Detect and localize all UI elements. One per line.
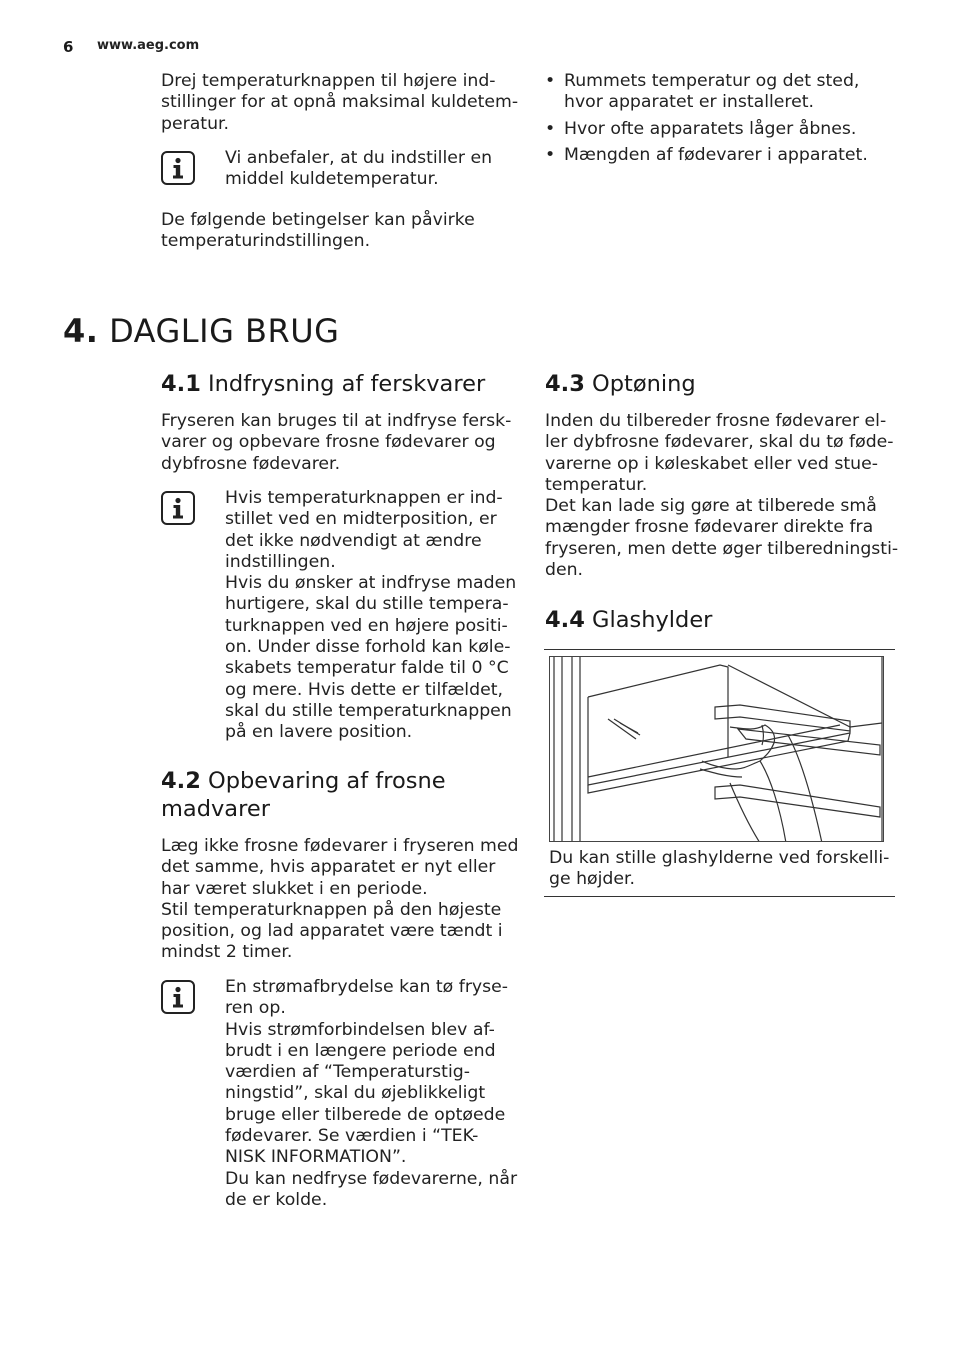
chapter-title: DAGLIG BRUG <box>109 312 340 350</box>
intro-paragraph: Drej temperaturknappen til højere ind- stillinger for at opnå maksimal kuldetem- peratur. <box>161 71 519 134</box>
info-note-4-2: En strømafbrydelse kan tø fryse- ren op. Hvis strømforbindelsen blev af- brudt i en længere periode end værdien af “Temperaturstig- ningstid”, skal du øjeblikkeligt bruge eller tilberede de optøede fødevarer. Se værdien i “TEK- NISK INFORMATION”. Du kan nedfryse fødevarerne, når de er kolde. <box>225 977 518 1210</box>
info-note-1: Vi anbefaler, at du indstiller en middel kuldetemperatur. <box>225 148 493 190</box>
conditions-list <box>545 71 895 171</box>
list-item: • Mængden af fødevarer i apparatet. <box>545 145 895 166</box>
list-item: • Hvor ofte apparatets låger åbnes. <box>545 119 895 140</box>
section-number: 4.1 <box>161 371 201 397</box>
info-icon <box>161 980 195 1014</box>
section-title: Opbevaring af frosne madvarer <box>161 768 446 822</box>
section-4-1-heading <box>161 370 485 398</box>
header-url[interactable]: www.aeg.com <box>97 38 200 53</box>
chapter-heading <box>63 312 339 350</box>
section-title: Optøning <box>592 371 696 397</box>
section-number: 4.2 <box>161 768 201 794</box>
section-4-3-heading <box>545 370 696 398</box>
section-4-2-body: Læg ikke frosne fødevarer i fryseren med det samme, hvis apparatet er nyt eller har været slukket i en periode. Stil temperaturknappen på den højeste position, og lad apparatet være tændt i mindst 2 timer. <box>161 836 519 963</box>
list-item: • Rummets temperatur og det sted, hvor apparatet er installeret. <box>545 71 895 114</box>
info-icon <box>161 491 195 525</box>
section-number: 4.4 <box>545 607 585 633</box>
figure-bottom-rule <box>544 896 895 897</box>
conditions-paragraph: De følgende betingelser kan påvirke temperaturindstillingen. <box>161 210 475 252</box>
glass-shelf-illustration <box>549 656 884 842</box>
section-4-1-body: Fryseren kan bruges til at indfryse fersk- varer og opbevare frosne fødevarer og dybfrosne fødevarer. <box>161 411 512 474</box>
section-number: 4.3 <box>545 371 585 397</box>
figure-caption: Du kan stille glashylderne ved forskelli- ge højder. <box>549 848 890 890</box>
section-4-3-body: Inden du tilbereder frosne fødevarer el- ler dybfrosne fødevarer, skal du tø føde- varerne op i køleskabet eller ved stue- temperatur. Det kan lade sig gøre at tilberede små mængder frosne fødevarer direkte fra fryseren, men dette øger tilberedningsti- den. <box>545 411 899 581</box>
section-4-4-heading <box>545 606 712 634</box>
section-4-2-heading <box>161 767 521 823</box>
info-icon <box>161 151 195 185</box>
page-number: 6 <box>63 38 74 56</box>
info-note-4-1: Hvis temperaturknappen er ind- stillet ved en midterposition, er det ikke nødvendigt at ændre indstillingen. Hvis du ønsker at indfryse maden hurtigere, skal du stille tempera- turknappen ved en højere positi- on. Under disse forhold kan køle- skabets temperatur falde til 0 °C og mere. Hvis dette er tilfældet, skal du stille temperaturknappen på en lavere position. <box>225 488 517 743</box>
chapter-number: 4. <box>63 312 99 350</box>
section-title: Indfrysning af ferskvarer <box>208 371 486 397</box>
section-title: Glashylder <box>592 607 713 633</box>
figure-top-rule <box>544 649 895 650</box>
